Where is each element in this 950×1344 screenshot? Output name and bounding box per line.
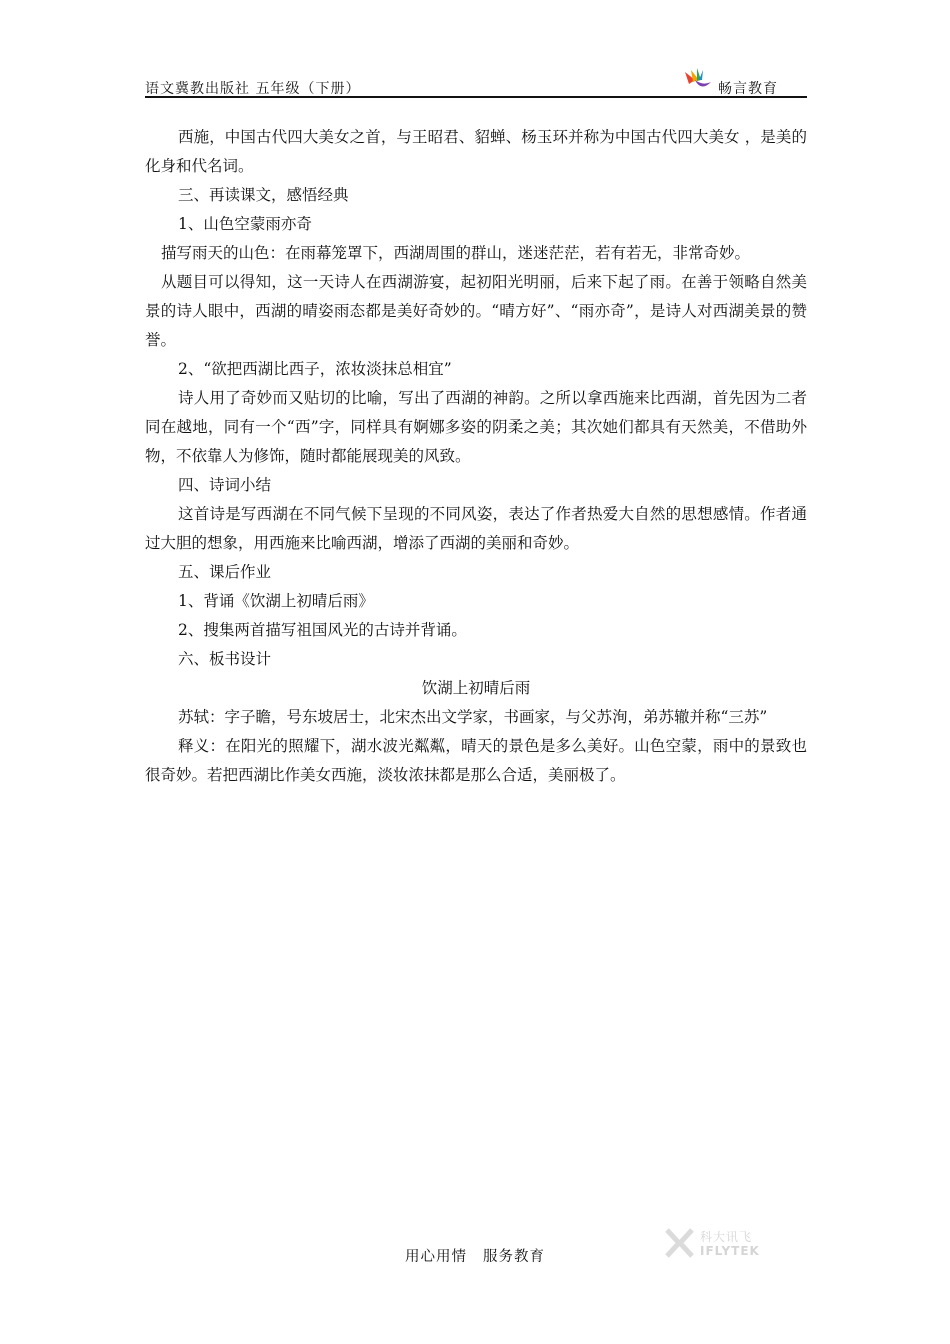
subheading-3-1: 1、山色空蒙雨亦奇 xyxy=(178,215,312,233)
footer-slogan-left: 用心用情 xyxy=(405,1249,467,1265)
iflytek-logo-icon xyxy=(664,1226,696,1260)
paragraph-interpretation: 释义：在阳光的照耀下，湖水波光粼粼，晴天的景色是多么美好。山色空蒙，雨中的景致也很奇妙。若把西湖比作美女西施，淡妆浓抹都是那么合适，美丽极了。 xyxy=(145,737,807,784)
section-heading-5: 五、课后作业 xyxy=(178,563,272,581)
section-heading-6: 六、板书设计 xyxy=(178,650,272,668)
board-title: 饮湖上初晴后雨 xyxy=(421,679,531,697)
document-body xyxy=(145,123,807,790)
paragraph-title-meaning: 从题目可以得知，这一天诗人在西湖游宴，起初阳光明丽，后来下起了雨。在善于领略自然美景的诗人眼中，西湖的晴姿雨态都是美好奇妙的。“晴方好”、“雨亦奇”，是诗人对西湖美景的赞誉。 xyxy=(145,273,807,349)
iflytek-watermark xyxy=(664,1226,774,1264)
paragraph-rain-mountain: 描写雨天的山色：在雨幕笼罩下，西湖周围的群山，迷迷茫茫，若有若无，非常奇妙。 xyxy=(161,244,751,262)
footer-slogan-right: 服务教育 xyxy=(483,1249,545,1265)
page-header xyxy=(145,62,807,98)
paragraph-summary: 这首诗是写西湖在不同气候下呈现的不同风姿，表达了作者热爱大自然的思想感情。作者通过大胆的想象，用西施来比喻西湖，增添了西湖的美丽和奇妙。 xyxy=(145,505,807,552)
header-divider xyxy=(145,96,807,98)
subheading-3-2: 2、“欲把西湖比西子，浓妆淡抹总相宜” xyxy=(178,360,452,378)
homework-item-2: 2、搜集两首描写祖国风光的古诗并背诵。 xyxy=(178,621,467,639)
paragraph-sushi: 苏轼：字子瞻，号东坡居士，北宋杰出文学家，书画家，与父苏洵，弟苏辙并称“三苏” xyxy=(178,708,768,726)
watermark-cn: 科大讯飞 xyxy=(700,1230,753,1244)
brand-name: 畅言教育 xyxy=(718,81,778,97)
homework-item-1: 1、背诵《饮湖上初晴后雨》 xyxy=(178,592,374,610)
watermark-en: IFLYTEK xyxy=(700,1244,760,1258)
section-heading-4: 四、诗词小结 xyxy=(178,476,272,494)
brand-logo-icon xyxy=(681,66,715,94)
paragraph-xishi: 西施，中国古代四大美女之首，与王昭君、貂蝉、杨玉环并称为中国古代四大美女 ，是美的化身和代名词。 xyxy=(145,128,807,175)
paragraph-metaphor: 诗人用了奇妙而又贴切的比喻，写出了西湖的神韵。之所以拿西施来比西湖，首先因为二者同在越地，同有一个“西”字，同样具有婀娜多姿的阴柔之美；其次她们都具有天然美，不借助外物，不依靠人为修饰，随时都能展现美的风致。 xyxy=(145,389,807,465)
section-heading-3: 三、再读课文，感悟经典 xyxy=(178,186,349,204)
page-footer xyxy=(0,1245,950,1266)
publisher-grade: 语文冀教出版社 五年级（下册） xyxy=(145,81,361,97)
